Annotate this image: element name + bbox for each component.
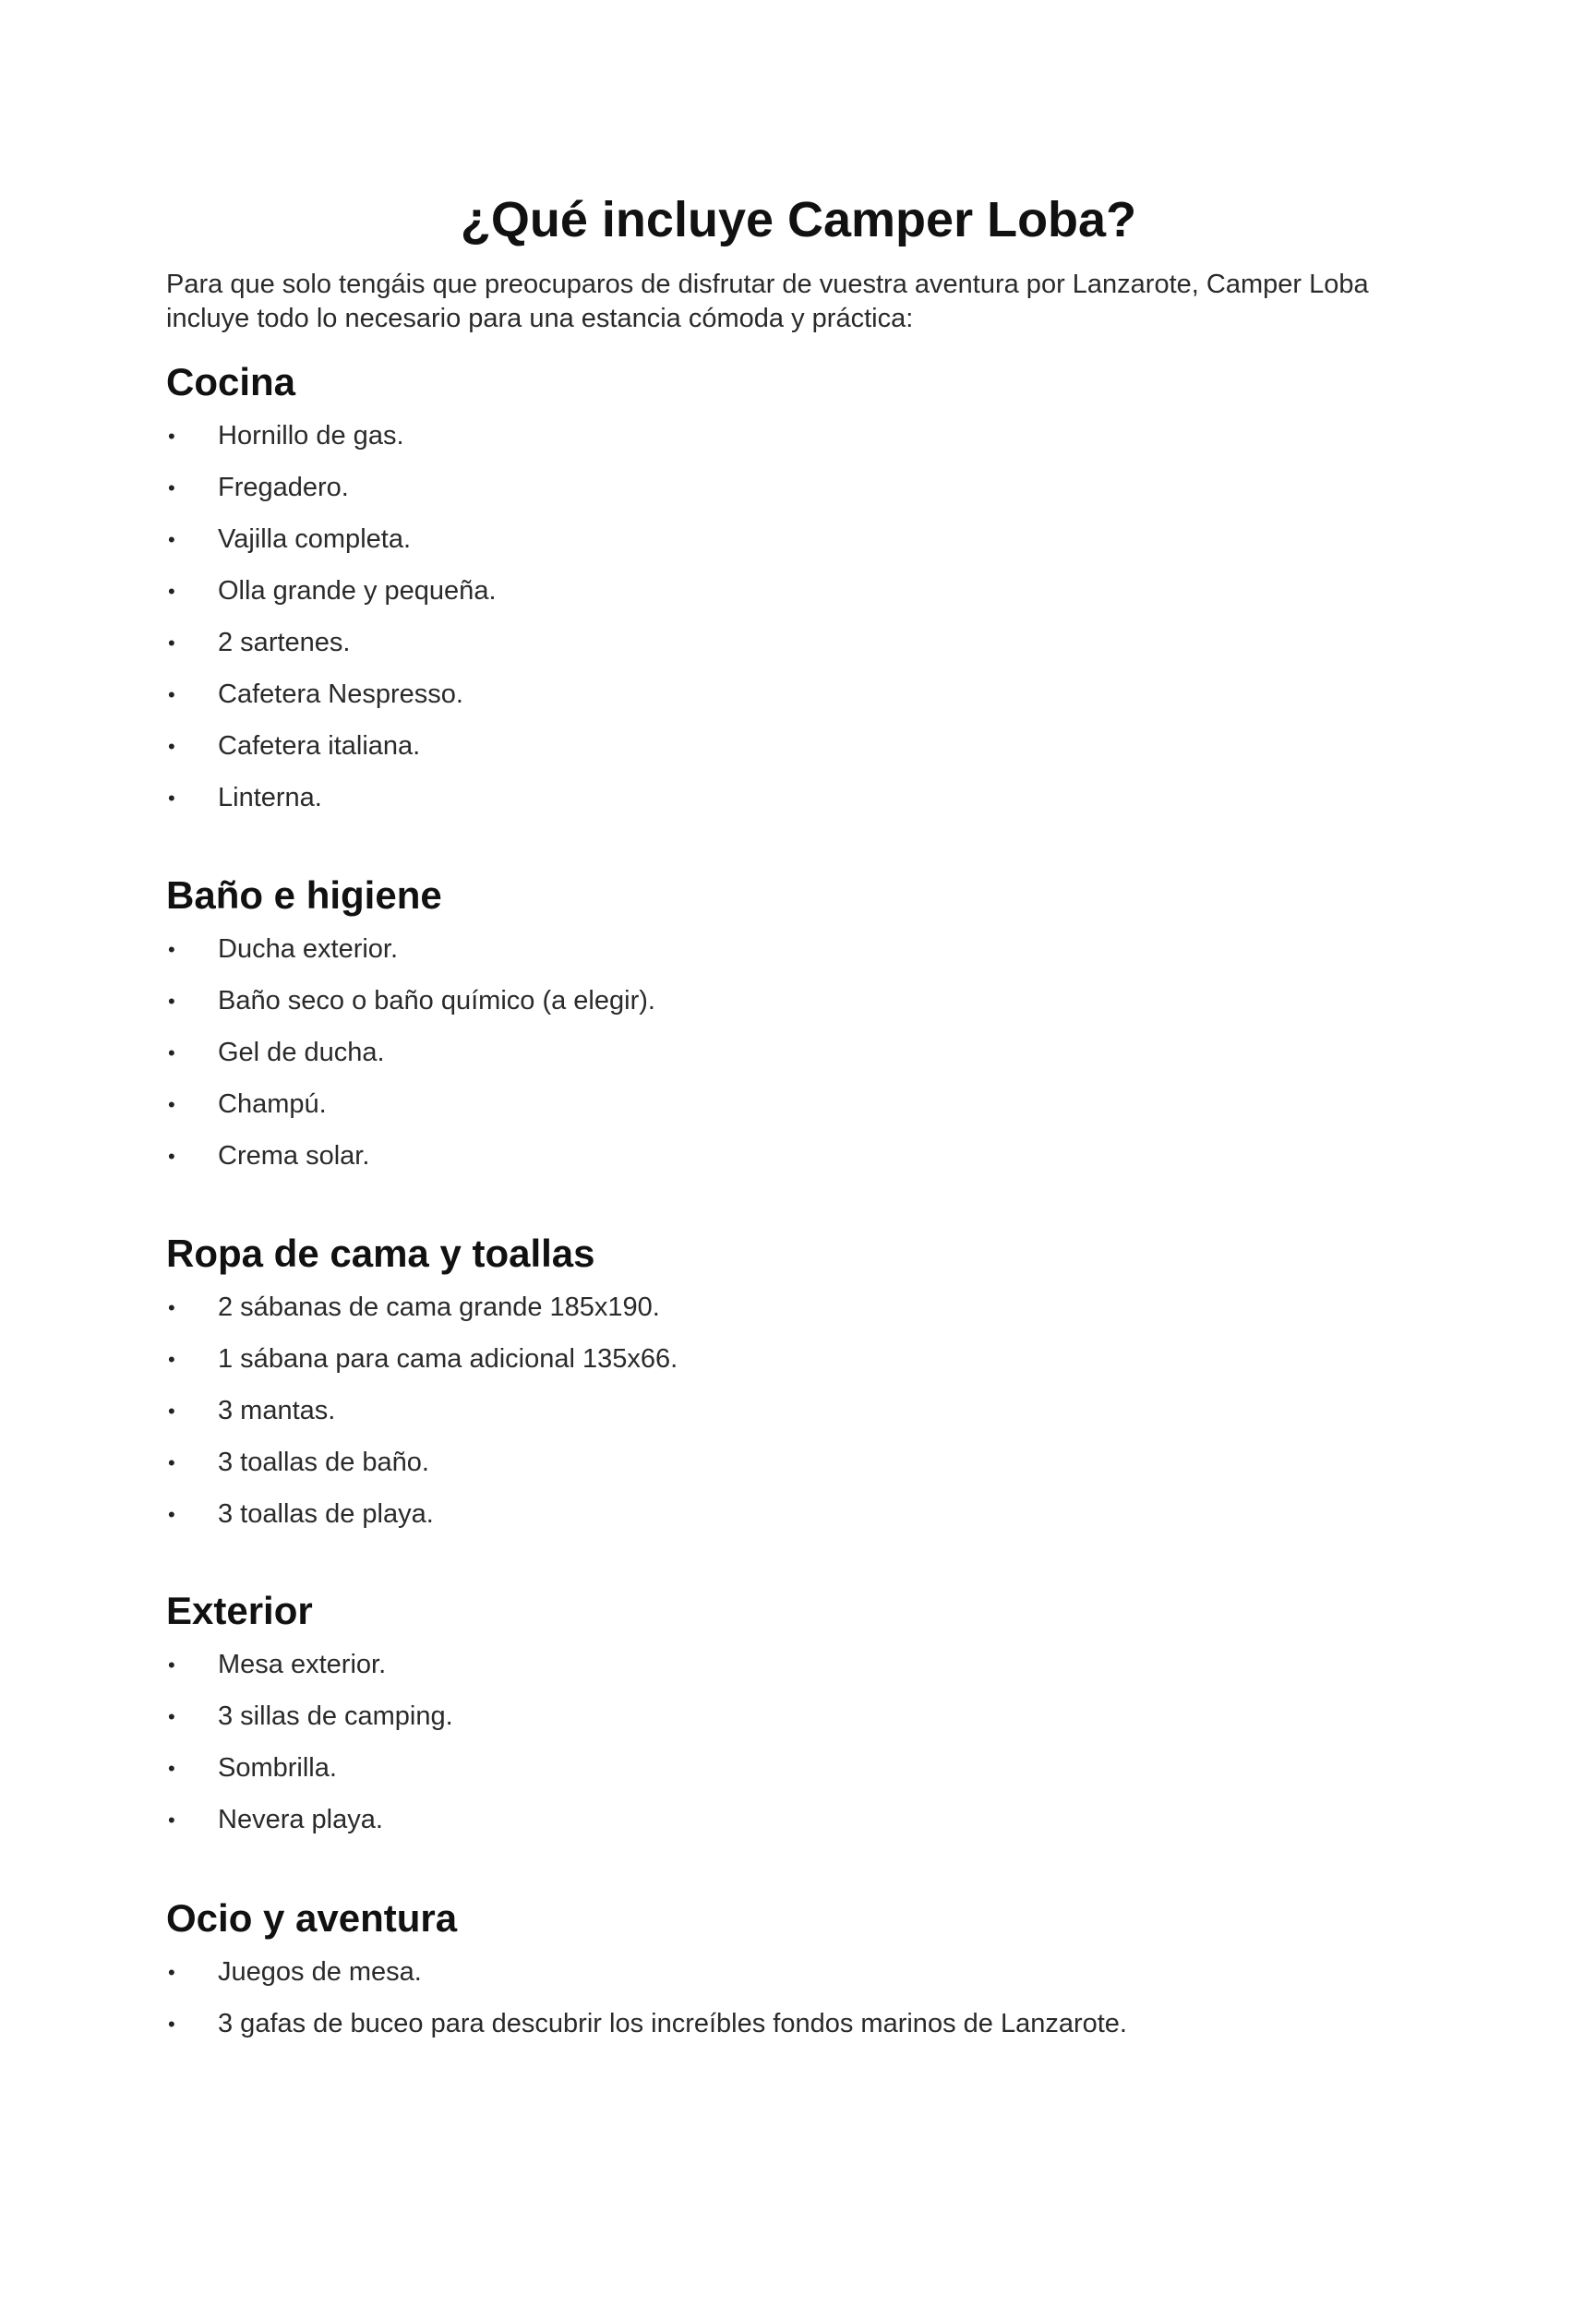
bullet-icon: •: [168, 1296, 175, 1319]
bullet-icon: •: [168, 631, 175, 655]
list-item-text: 1 sábana para cama adicional 135x66.: [218, 1344, 678, 1374]
list-item: [166, 984, 655, 1036]
list-item: [166, 1139, 655, 1191]
bullet-icon: •: [168, 1705, 175, 1728]
document-page: [166, 185, 1440, 2038]
list-item: [166, 1036, 655, 1088]
bullet-icon: •: [168, 938, 175, 961]
list-item-text: 3 toallas de playa.: [218, 1499, 434, 1529]
list-item-text: Gel de ducha.: [218, 1038, 385, 1067]
list-item: [166, 1955, 1127, 2007]
section: [166, 1893, 1127, 2059]
list-item-text: Fregadero.: [218, 473, 349, 502]
bullet-icon: •: [168, 787, 175, 810]
bullet-list: [166, 1648, 453, 1855]
list-item: [166, 1342, 678, 1394]
list-item: [166, 1751, 453, 1803]
list-item: [166, 1446, 678, 1497]
bullet-icon: •: [168, 528, 175, 551]
bullet-icon: •: [168, 1041, 175, 1064]
bullet-icon: •: [168, 1348, 175, 1371]
list-item-text: Nevera playa.: [218, 1805, 383, 1834]
list-item-text: Vajilla completa.: [218, 524, 412, 554]
bullet-icon: •: [168, 1653, 175, 1677]
bullet-icon: •: [168, 1145, 175, 1168]
bullet-icon: •: [168, 1809, 175, 1832]
list-item: [166, 626, 497, 678]
list-item: [166, 471, 497, 523]
bullet-icon: •: [168, 1400, 175, 1423]
bullet-icon: •: [168, 425, 175, 448]
list-item-text: Ducha exterior.: [218, 934, 399, 964]
list-item: [166, 523, 497, 574]
bullet-icon: •: [168, 1757, 175, 1780]
list-item: [166, 678, 497, 729]
list-item: [166, 1088, 655, 1139]
bullet-icon: •: [168, 580, 175, 603]
list-item-text: Juegos de mesa.: [218, 1957, 422, 1987]
intro-paragraph: Para que solo tengáis que preocuparos de disfrutar de vuestra aventura por Lanzarote, Camper Loba incluye todo lo necesario para una estancia cómoda y práctica:: [166, 270, 1369, 333]
page-title: ¿Qué incluye Camper Loba?: [460, 192, 1137, 247]
list-item: [166, 2007, 1127, 2059]
list-item-text: 3 sillas de camping.: [218, 1701, 453, 1731]
section-heading: Baño e higiene: [166, 873, 442, 917]
section-heading: Cocina: [166, 360, 296, 403]
list-item-text: Hornillo de gas.: [218, 421, 404, 451]
list-item: [166, 1700, 453, 1751]
bullet-icon: •: [168, 1503, 175, 1526]
section: [166, 870, 655, 1191]
bullet-list: [166, 932, 655, 1191]
list-item-text: Mesa exterior.: [218, 1650, 387, 1679]
section: [166, 356, 497, 833]
list-item-text: Cafetera Nespresso.: [218, 679, 463, 709]
list-item: [166, 932, 655, 984]
list-item: [166, 1648, 453, 1700]
bullet-icon: •: [168, 1961, 175, 1984]
list-item-text: 3 gafas de buceo para descubrir los increíbles fondos marinos de Lanzarote.: [218, 2009, 1127, 2038]
list-item: [166, 729, 497, 781]
list-item-text: Baño seco o baño químico (a elegir).: [218, 986, 655, 1016]
list-item: [166, 1394, 678, 1446]
section: [166, 1228, 678, 1549]
list-item: [166, 419, 497, 471]
list-item-text: Linterna.: [218, 783, 322, 812]
list-item-text: Cafetera italiana.: [218, 731, 421, 761]
list-item: [166, 1497, 678, 1549]
bullet-icon: •: [168, 2013, 175, 2036]
list-item: [166, 1803, 453, 1855]
bullet-icon: •: [168, 1451, 175, 1474]
bullet-list: [166, 1291, 678, 1549]
list-item-text: 3 mantas.: [218, 1396, 336, 1425]
list-item-text: Olla grande y pequeña.: [218, 576, 497, 606]
bullet-icon: •: [168, 990, 175, 1013]
list-item-text: Champú.: [218, 1089, 327, 1119]
list-item-text: 2 sábanas de cama grande 185x190.: [218, 1292, 660, 1322]
bullet-icon: •: [168, 1093, 175, 1116]
list-item: [166, 574, 497, 626]
list-item-text: 2 sartenes.: [218, 628, 351, 657]
list-item: [166, 1291, 678, 1342]
bullet-list: [166, 1955, 1127, 2059]
list-item-text: Sombrilla.: [218, 1753, 337, 1783]
bullet-icon: •: [168, 735, 175, 758]
section-heading: Exterior: [166, 1589, 313, 1632]
section-heading: Ocio y aventura: [166, 1896, 458, 1940]
section: [166, 1585, 453, 1855]
list-item-text: Crema solar.: [218, 1141, 370, 1171]
list-item: [166, 781, 497, 833]
list-item-text: 3 toallas de baño.: [218, 1448, 429, 1477]
bullet-icon: •: [168, 683, 175, 706]
bullet-list: [166, 419, 497, 833]
section-heading: Ropa de cama y toallas: [166, 1232, 595, 1275]
bullet-icon: •: [168, 476, 175, 499]
